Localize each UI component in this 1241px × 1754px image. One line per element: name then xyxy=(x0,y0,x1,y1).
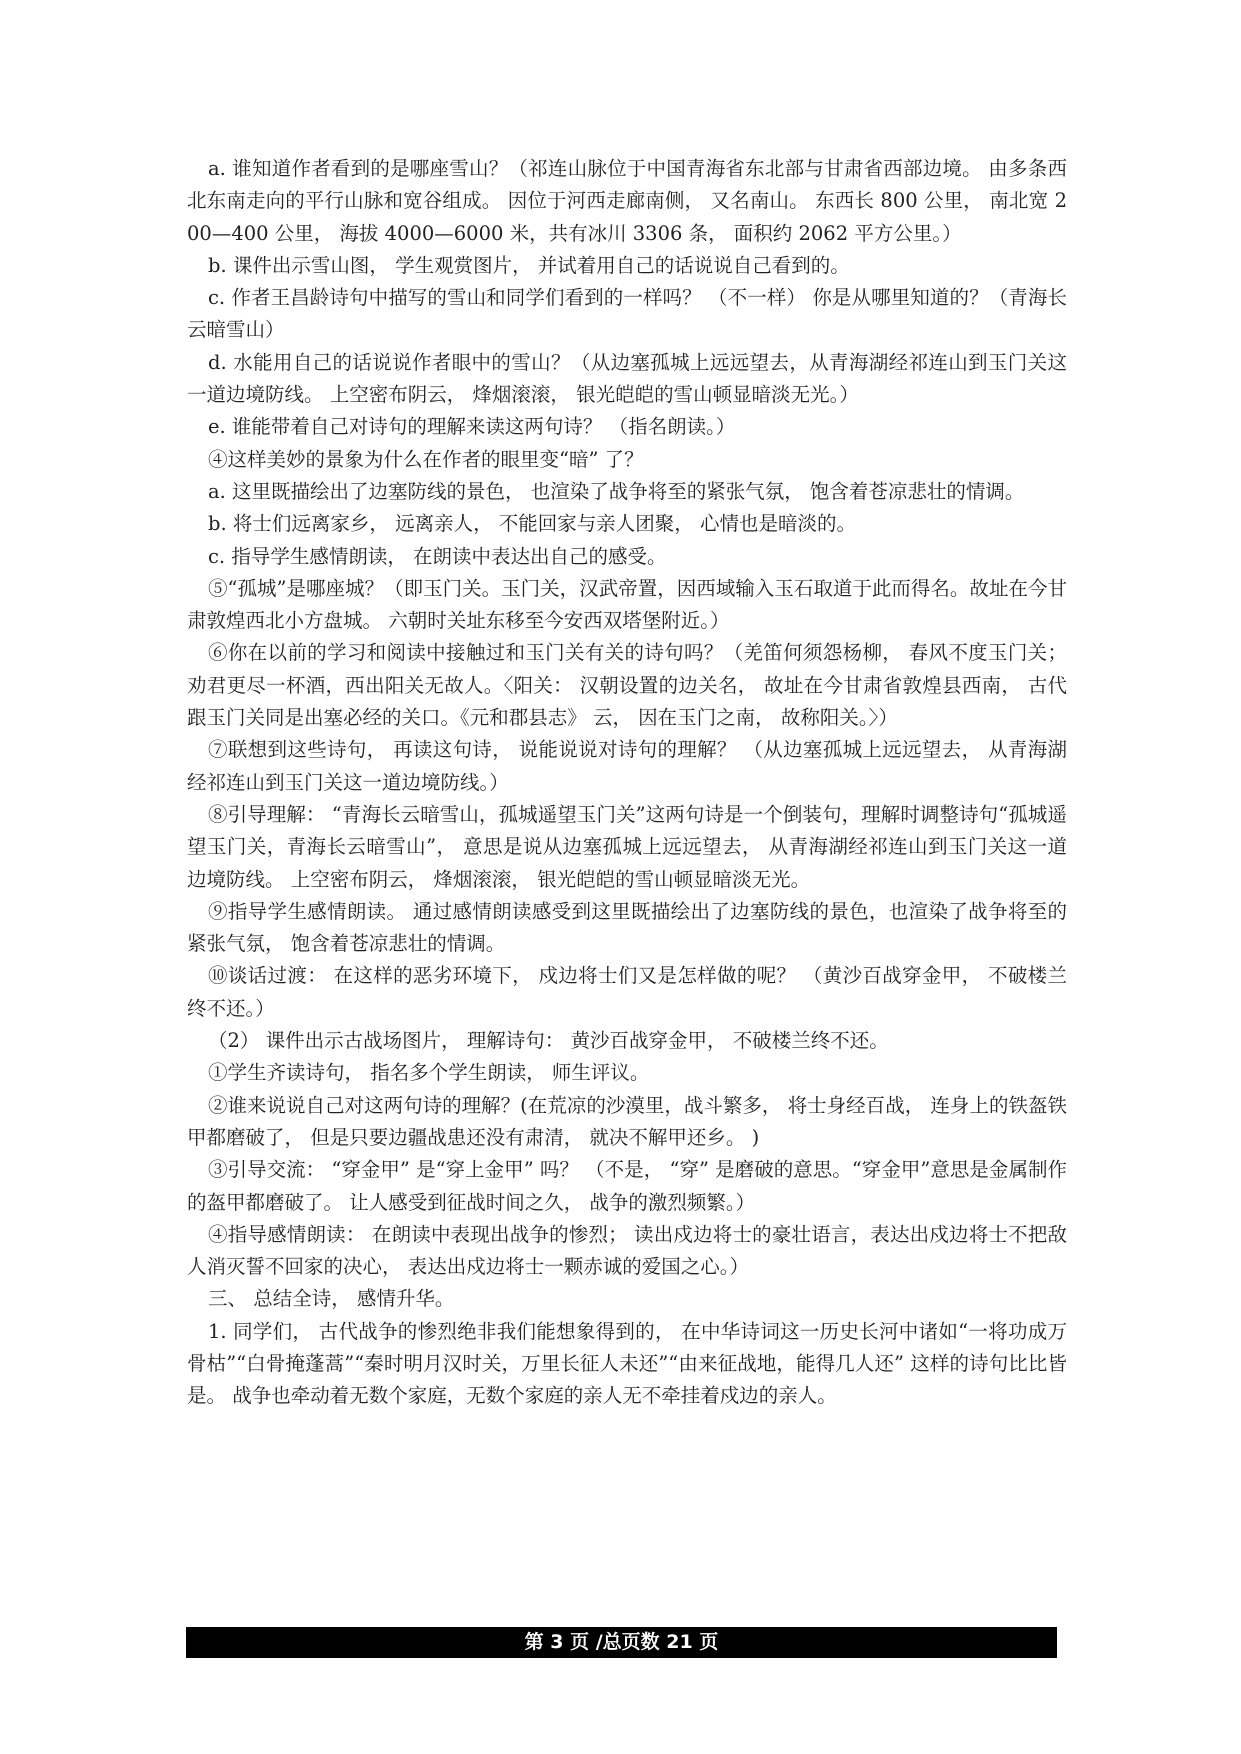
paragraph: ④这样美妙的景象为什么在作者的眼里变“暗” 了？ xyxy=(208,447,644,471)
paragraph: ⑤“孤城”是哪座城？（即玉门关。玉门关，汉武帝置，因西域输入玉石取道于此而得名。故址在今甘肃敦煌西北小方盘城。 六朝时关址东移至今安西双塔堡附近。） xyxy=(187,576,1067,633)
paragraph: b. 课件出示雪山图， 学生观赏图片， 并试着用自己的话说说自己看到的。 xyxy=(208,253,850,277)
page-number: 第 3 页 /总页数 21 页 xyxy=(524,1631,719,1653)
paragraph: b. 将士们远离家乡， 远离亲人， 不能回家与亲人团聚， 心情也是暗淡的。 xyxy=(208,512,856,536)
body-text xyxy=(187,153,1067,1413)
paragraph: ⑩谈话过渡： 在这样的恶劣环境下， 戍边将士们又是怎样做的呢？ （黄沙百战穿金甲， 不破楼兰终不还。） xyxy=(187,964,1067,1020)
paragraph: c. 作者王昌龄诗句中描写的雪山和同学们看到的一样吗？ （不一样） 你是从哪里知道的？（青海长云暗雪山） xyxy=(187,286,1067,342)
paragraph: ⑧引导理解： “青海长云暗雪山，孤城遥望玉门关”这两句诗是一个倒装句，理解时调整诗句“孤城遥望玉门关，青海长云暗雪山”， 意思是说从边塞孤城上远远望去， 从青海湖经祁连山到玉门关这一道边境防线。 上空密布阴云， 烽烟滚滚， 银光皑皑的雪山顿显暗淡无光。 xyxy=(187,802,1067,891)
paragraph: e. 谁能带着自己对诗句的理解来读这两句诗？ （指名朗读。） xyxy=(208,415,736,439)
paragraph: a. 这里既描绘出了边塞防线的景色， 也渲染了战争将至的紧张气氛， 饱含着苍凉悲壮的情调。 xyxy=(208,479,1025,503)
paragraph: c. 指导学生感情朗读， 在朗读中表达出自己的感受。 xyxy=(208,544,667,568)
section-heading: 三、 总结全诗， 感情升华。 xyxy=(208,1287,455,1311)
paragraph: 1. 同学们， 古代战争的惨烈绝非我们能想象得到的， 在中华诗词这一历史长河中诸如“一将功成万骨枯”“白骨掩蓬蒿”“秦时明月汉时关，万里长征人未还”“由来征战地，能得几人还” 这样的诗句比比皆是。 战争也牵动着无数个家庭，无数个家庭的亲人无不牵挂着戍边的亲人。 xyxy=(187,1319,1067,1408)
paragraph: ③引导交流： “穿金甲” 是“穿上金甲” 吗？ （不是， “穿” 是磨破的意思。“穿金甲”意思是金属制作的盔甲都磨破了。 让人感受到征战时间之久， 战争的激烈频繁。） xyxy=(187,1158,1067,1214)
paragraph: d. 水能用自己的话说说作者眼中的雪山？（从边塞孤城上远远望去，从青海湖经祁连山到玉门关这一道边境防线。 上空密布阴云， 烽烟滚滚， 银光皑皑的雪山顿显暗淡无光。） xyxy=(187,350,1067,407)
page-footer xyxy=(186,1627,1057,1658)
paragraph: a. 谁知道作者看到的是哪座雪山？（祁连山脉位于中国青海省东北部与甘肃省西部边境。 由多条西北东南走向的平行山脉和宽谷组成。 因位于河西走廊南侧， 又名南山。 东西长 800 公里， 南北宽 200—400 公里， 海拔 4000—6000 米，共有冰川 3306 条， 面积约 2062 平方公里。） xyxy=(187,157,1067,245)
paragraph: ⑥你在以前的学习和阅读中接触过和玉门关有关的诗句吗？（羌笛何须怨杨柳， 春风不度玉门关； 劝君更尽一杯酒，西出阳关无故人。〈阳关： 汉朝设置的边关名， 故址在今甘肃省敦煌县西南， 古代跟玉门关同是出塞必经的关口。《元和郡县志》 云， 因在玉门之南， 故称阳关。〉） xyxy=(187,641,1067,730)
paragraph: （2） 课件出示古战场图片， 理解诗句： 黄沙百战穿金甲， 不破楼兰终不还。 xyxy=(208,1029,889,1053)
paragraph: ⑨指导学生感情朗读。 通过感情朗读感受到这里既描绘出了边塞防线的景色，也渲染了战争将至的紧张气氛， 饱含着苍凉悲壮的情调。 xyxy=(187,899,1067,956)
paragraph: ①学生齐读诗句， 指名多个学生朗读， 师生评议。 xyxy=(208,1061,650,1085)
paragraph: ②谁来说说自己对这两句诗的理解？(在荒凉的沙漠里，战斗繁多， 将士身经百战， 连身上的铁盔铁甲都磨破了， 但是只要边疆战患还没有肃清， 就决不解甲还乡。 ) xyxy=(187,1093,1067,1149)
paragraph: ④指导感情朗读： 在朗读中表现出战争的惨烈； 读出戍边将士的豪壮语言，表达出戍边将士不把敌人消灭誓不回家的决心， 表达出戍边将士一颗赤诚的爱国之心。） xyxy=(187,1222,1067,1279)
paragraph: ⑦联想到这些诗句， 再读这句诗， 说能说说对诗句的理解？ （从边塞孤城上远远望去， 从青海湖经祁连山到玉门关这一道边境防线。） xyxy=(187,738,1067,794)
